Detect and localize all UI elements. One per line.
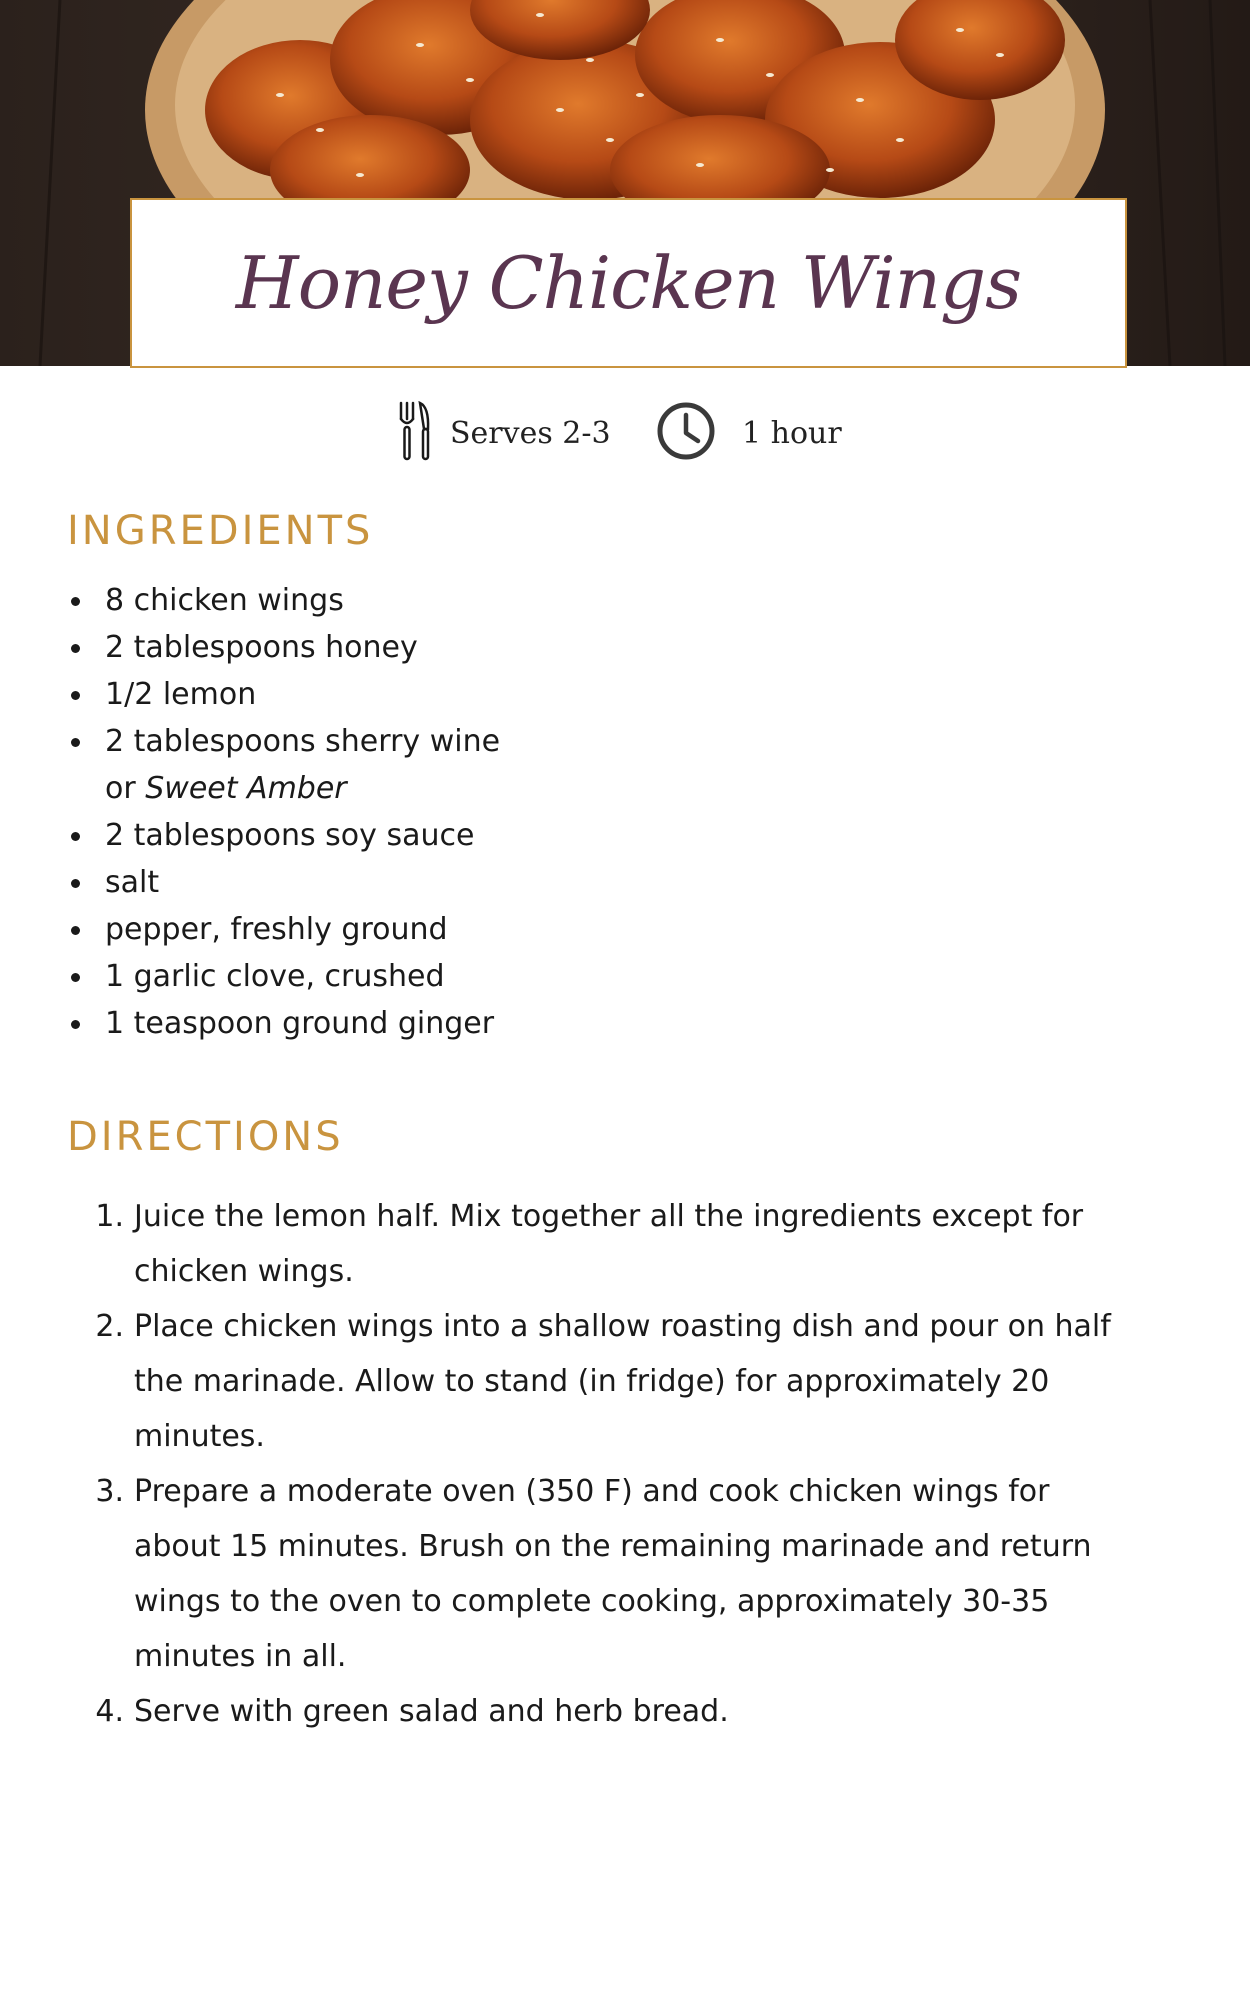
ingredients-list — [67, 577, 767, 1047]
list-item: salt — [67, 859, 767, 906]
directions-list — [90, 1189, 1120, 1739]
recipe-meta — [0, 388, 1250, 478]
list-item: 1/2 lemon — [67, 671, 767, 718]
sherry-alternative: or Sweet Amber — [105, 771, 347, 806]
fork-knife-icon — [398, 399, 432, 467]
direction-step — [90, 1189, 1120, 1299]
step-text: Serve with green salad and herb bread. — [134, 1694, 729, 1729]
ingredients-heading: INGREDIENTS — [67, 508, 374, 554]
title-card — [130, 198, 1127, 368]
serves-text: Serves 2-3 — [450, 415, 611, 451]
step-number: 1. — [95, 1199, 124, 1234]
step-number: 3. — [95, 1474, 124, 1509]
step-number: 2. — [95, 1309, 124, 1344]
list-item: 2 tablespoons sherry wine or Sweet Amber — [67, 718, 767, 812]
list-item: pepper, freshly ground — [67, 906, 767, 953]
serves-info — [398, 388, 611, 478]
list-item: 2 tablespoons honey — [67, 624, 767, 671]
list-item: 1 teaspoon ground ginger — [67, 1000, 767, 1047]
direction-step — [90, 1464, 1120, 1684]
time-text: 1 hour — [742, 415, 842, 451]
recipe-title: Honey Chicken Wings — [235, 241, 1022, 325]
list-item: 1 garlic clove, crushed — [67, 953, 767, 1000]
step-text: Place chicken wings into a shallow roasting dish and pour on half the marinade. Allow to stand (in fridge) for approximately 20 minutes. — [134, 1309, 1111, 1454]
clock-icon — [656, 401, 716, 465]
time-info — [656, 388, 842, 478]
direction-step — [90, 1684, 1120, 1739]
step-number: 4. — [95, 1694, 124, 1729]
directions-heading: DIRECTIONS — [67, 1114, 344, 1160]
step-text: Juice the lemon half. Mix together all the ingredients except for chicken wings. — [134, 1199, 1084, 1289]
list-item: 8 chicken wings — [67, 577, 767, 624]
list-item: 2 tablespoons soy sauce — [67, 812, 767, 859]
direction-step — [90, 1299, 1120, 1464]
step-text: Prepare a moderate oven (350 F) and cook chicken wings for about 15 minutes. Brush on the remaining marinade and return wings to the oven to complete cooking, approximately 30-35 minutes in all. — [134, 1474, 1092, 1674]
